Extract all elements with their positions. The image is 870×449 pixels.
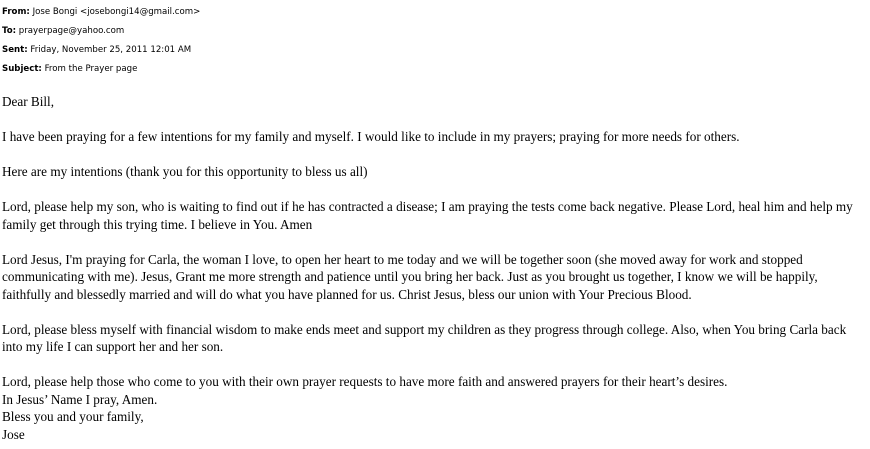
subject-value: From the Prayer page — [44, 64, 138, 74]
from-row — [2, 3, 200, 22]
paragraph-carla — [2, 251, 870, 304]
greeting: Dear Bill, — [2, 94, 55, 109]
paragraph-line: into my life I can support her and her son. — [2, 339, 224, 354]
signature: Jose — [2, 426, 25, 442]
paragraph-line: Lord, please help those who come to you with their own prayer requests to have more faith and answered prayers for their heart’s desires. — [2, 374, 728, 389]
paragraph-intentions: Here are my intentions (thank you for this opportunity to bless us all) — [2, 164, 368, 179]
to-value[interactable]: prayerpage@yahoo.com — [18, 26, 125, 36]
email-body — [2, 93, 870, 443]
sent-value: Friday, November 25, 2011 12:01 AM — [30, 45, 192, 55]
sent-row — [2, 41, 200, 60]
from-label: From: — [2, 7, 30, 17]
paragraph-line: Lord, please bless myself with financial wisdom to make ends meet and support my children as they progress through college. Also, when You bring Carla back — [2, 321, 847, 337]
sent-label: Sent: — [2, 45, 28, 55]
paragraph-financial — [2, 321, 870, 356]
paragraph-line: In Jesus’ Name I pray, Amen. — [2, 391, 158, 407]
email-header — [2, 3, 200, 79]
paragraph-line: Bless you and your family, — [2, 409, 144, 424]
paragraph-line: Lord, please help my son, who is waiting to find out if he has contracted a disease; I am praying the tests come back negative. Please Lord, heal him and help my — [2, 199, 853, 214]
to-label: To: — [2, 26, 17, 36]
to-row — [2, 22, 200, 41]
paragraph-line: Lord Jesus, I'm praying for Carla, the woman I love, to open her heart to me today and we will be together soon (she moved away for work and stopped — [2, 251, 803, 267]
paragraph-line: family get through this trying time. I believe in You. Amen — [2, 216, 313, 232]
paragraph-line: faithfully and blessedly married and will do what you have planned for us. Christ Jesus, bless our union with Your Precious Blood. — [2, 286, 692, 302]
subject-label: Subject: — [2, 64, 42, 74]
paragraph-son — [2, 198, 870, 233]
paragraph-intro: I have been praying for a few intentions for my family and myself. I would like to include in my prayers; praying for more needs for others. — [2, 129, 740, 144]
from-value[interactable]: Jose Bongi <josebongi14@gmail.com> — [32, 7, 201, 17]
paragraph-closing — [2, 373, 870, 443]
paragraph-line: communicating with me). Jesus, Grant me more strength and patience until you bring her back. Just as you brought us together, I know we will be happily, — [2, 269, 818, 284]
subject-row — [2, 60, 200, 79]
